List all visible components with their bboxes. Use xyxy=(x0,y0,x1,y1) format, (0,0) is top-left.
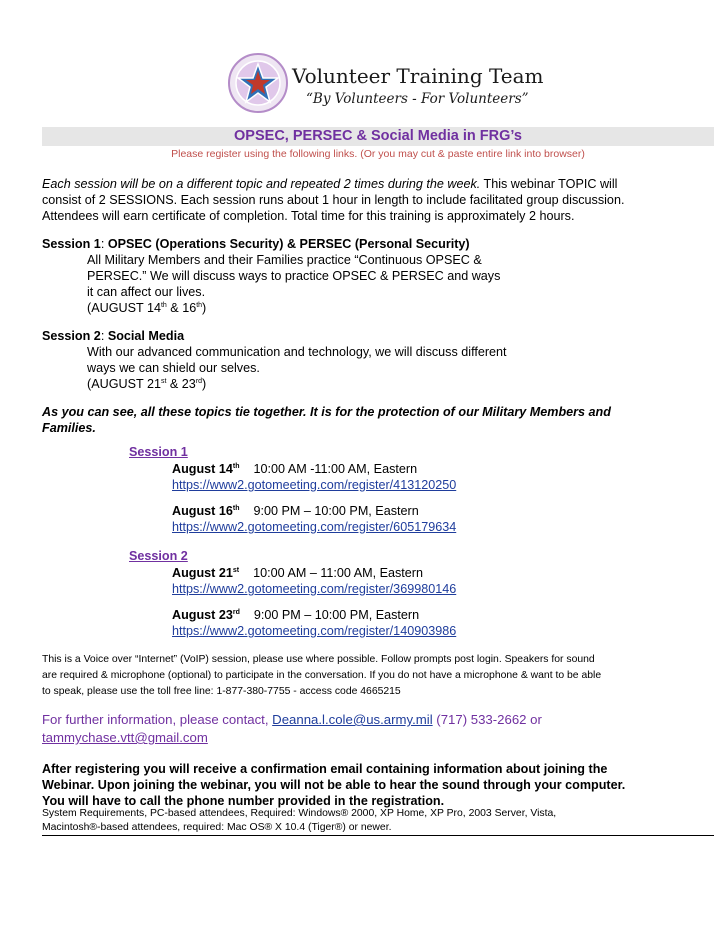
slot-date: August 23 xyxy=(172,608,233,622)
slot-time: 9:00 PM – 10:00 PM, Eastern xyxy=(253,504,419,518)
intro-line-1-rest: This webinar TOPIC will xyxy=(480,177,618,191)
slot-date: August 16 xyxy=(172,504,233,518)
slot-date-sup: th xyxy=(232,463,240,470)
voip-line-3: to speak, please use the toll free line: 1-877-380-7755 - access code 4665215 xyxy=(42,686,401,697)
brand-title: Volunteer Training Team xyxy=(292,64,544,88)
session1-desc-1: All Military Members and their Families practice “Continuous OPSEC & xyxy=(87,253,482,267)
session2-desc-1: With our advanced communication and technology, we will discuss different xyxy=(87,345,507,359)
register-link-aug16[interactable]: https://www2.gotomeeting.com/register/605179634 xyxy=(172,520,457,534)
session2-dates xyxy=(87,376,206,392)
session1-dates xyxy=(87,300,206,316)
register-note: Please register using the following links. (Or you may cut & paste entire link into browser) xyxy=(171,148,585,160)
contact-pre: For further information, please contact, xyxy=(42,712,273,727)
session1-colon: : xyxy=(100,237,108,251)
contact-line-1 xyxy=(42,711,542,729)
session2-dates-sup2: rd xyxy=(195,378,203,385)
requirements-line-1: System Requirements, PC-based attendees, Required: Windows® 2000, XP Home, XP Pro, 2003 Server, Vista, xyxy=(42,808,557,819)
session2-dates-sup1: st xyxy=(160,378,167,385)
session1-dates-pre: (AUGUST 14 xyxy=(87,301,161,315)
session1-dates-mid: & 16 xyxy=(166,301,197,315)
session2-desc-2: ways we can shield our selves. xyxy=(87,361,260,375)
after-register-line-1: After registering you will receive a confirmation email containing information about joining the xyxy=(42,762,608,776)
session1-topic: OPSEC (Operations Security) & PERSEC (Personal Security) xyxy=(107,237,470,251)
tie-together-line-1: As you can see, all these topics tie together. It is for the protection of our Military Members and xyxy=(42,405,611,419)
register-link-aug21[interactable]: https://www2.gotomeeting.com/register/369980146 xyxy=(172,582,457,596)
schedule-slot xyxy=(172,565,423,581)
schedule-slot xyxy=(172,607,419,623)
session2-colon: : xyxy=(100,329,108,343)
intro-italic: Each session will be on a different topic and repeated 2 times during the week. xyxy=(42,177,481,191)
session1-dates-sup2: th xyxy=(196,302,203,309)
voip-line-1: This is a Voice over “Internet” (VoIP) session, please use where possible. Follow prompts post login. Speakers for sound xyxy=(42,654,595,665)
slot-time: 10:00 AM -11:00 AM, Eastern xyxy=(253,462,418,476)
contact-email-tammy[interactable]: tammychase.vtt@gmail.com xyxy=(42,730,208,745)
requirements-line-2: Macintosh®-based attendees, required: Mac OS® X 10.4 (Tiger®) or newer. xyxy=(42,822,392,833)
session2-dates-pre: (AUGUST 21 xyxy=(87,377,161,391)
slot-date: August 21 xyxy=(172,566,233,580)
contact-email-deanna[interactable]: Deanna.l.cole@us.army.mil xyxy=(272,712,433,727)
session1-label: Session 1 xyxy=(42,237,101,251)
intro-line-1 xyxy=(42,176,617,192)
slot-time: 10:00 AM – 11:00 AM, Eastern xyxy=(253,566,424,580)
session2-heading xyxy=(42,328,184,344)
slot-date: August 14 xyxy=(172,462,233,476)
slot-time: 9:00 PM – 10:00 PM, Eastern xyxy=(253,608,420,622)
session2-label: Session 2 xyxy=(42,329,101,343)
slot-date-sup: th xyxy=(232,505,240,512)
session1-desc-2: PERSEC.” We will discuss ways to practice OPSEC & PERSEC and ways xyxy=(87,269,501,283)
schedule-session2-heading: Session 2 xyxy=(129,549,188,563)
after-register-line-2: Webinar. Upon joining the webinar, you will not be able to hear the sound through your computer. xyxy=(42,778,626,792)
voip-line-2: are required & microphone (optional) to participate in the conversation. If you do not have a microphone & want to be able xyxy=(42,670,602,681)
session2-dates-mid: & 23 xyxy=(166,377,196,391)
footer-rule xyxy=(42,835,714,836)
slot-date-sup: st xyxy=(232,567,240,574)
session1-heading xyxy=(42,236,470,252)
session1-desc-3: it can affect our lives. xyxy=(87,285,206,299)
brand-subtitle: “By Volunteers - For Volunteers” xyxy=(306,91,529,107)
contact-phone: (717) 533-2662 or xyxy=(432,712,542,727)
intro-line-2: consist of 2 SESSIONS. Each session runs about 1 hour in length to include facilitated group discussion. xyxy=(42,193,625,207)
after-register-line-3: You will have to call the phone number provided in the registration. xyxy=(42,794,445,808)
tie-together-line-2: Families. xyxy=(42,421,96,435)
session1-dates-sup1: th xyxy=(160,302,167,309)
vtt-logo xyxy=(225,52,291,114)
schedule-slot xyxy=(172,503,419,519)
session2-topic: Social Media xyxy=(107,329,185,343)
schedule-session1-heading: Session 1 xyxy=(129,445,188,459)
register-link-aug23[interactable]: https://www2.gotomeeting.com/register/140903986 xyxy=(172,624,457,638)
schedule-slot xyxy=(172,461,417,477)
register-link-aug14[interactable]: https://www2.gotomeeting.com/register/413120250 xyxy=(172,478,457,492)
slot-date-sup: rd xyxy=(232,609,240,616)
intro-line-3: Attendees will earn certificate of completion. Total time for this training is approximately 2 hours. xyxy=(42,209,575,223)
session1-dates-post: ) xyxy=(202,301,207,315)
page-title: OPSEC, PERSEC & Social Media in FRG’s xyxy=(234,128,522,144)
session2-dates-post: ) xyxy=(202,377,207,391)
